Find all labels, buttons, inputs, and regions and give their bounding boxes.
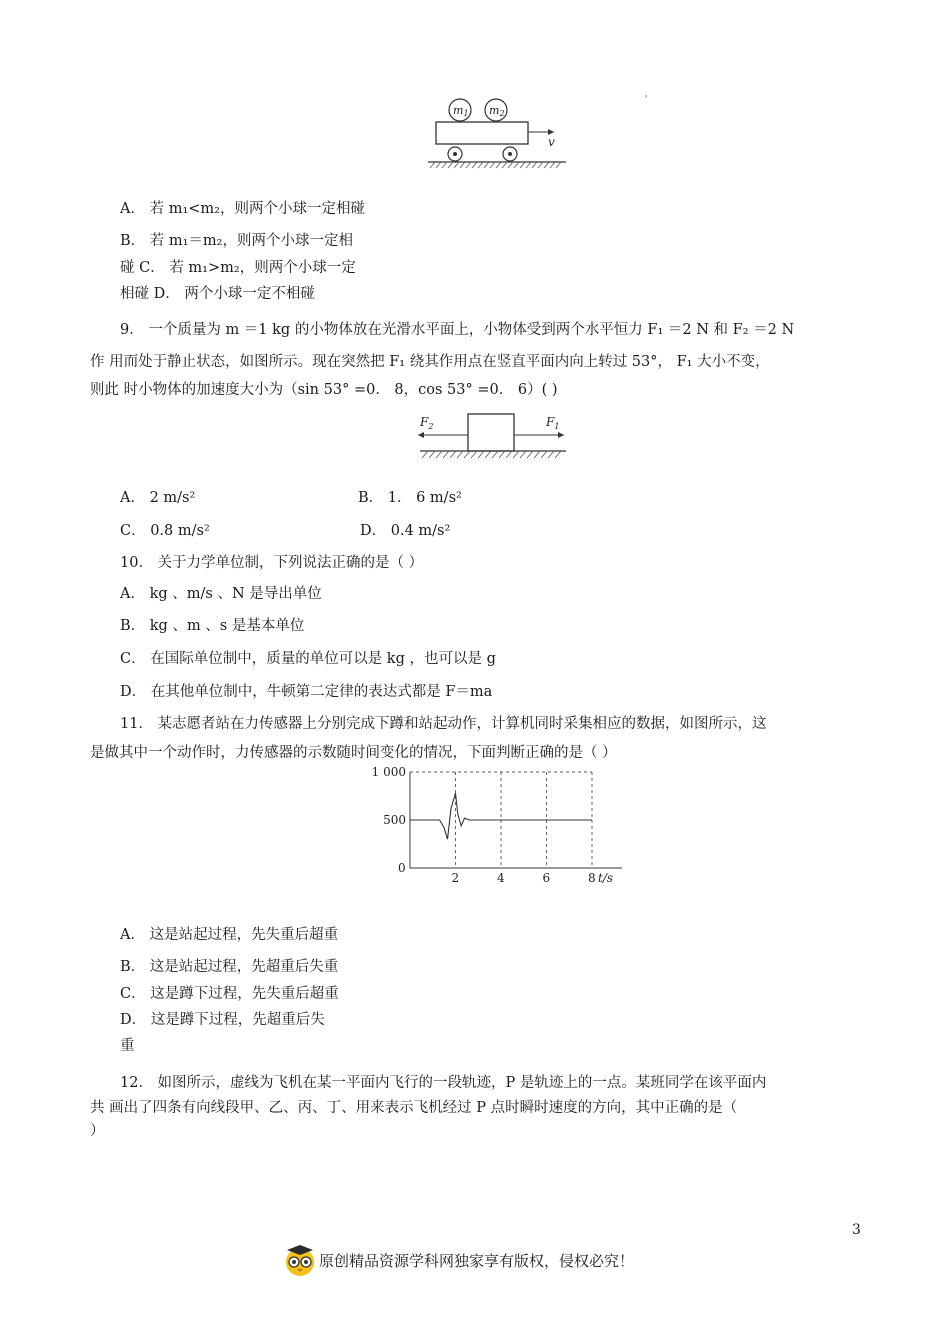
velocity-label: v (548, 135, 555, 149)
q11-option-a: A． 这是站起过程，先失重后超重 (120, 927, 339, 943)
q9-option-b: B． 1． 6 m/s² (358, 490, 462, 506)
stray-mark: ' (645, 94, 648, 103)
cart-body (436, 122, 528, 144)
q10-option-c: C． 在国际单位制中，质量的单位可以是 kg ，也可以是 g (120, 651, 496, 667)
q9-option-d: D． 0.4 m/s² (360, 523, 451, 539)
x-tick-label: 2 (451, 871, 460, 885)
block-figure (414, 408, 574, 466)
f1-label: $F_1$ (546, 415, 560, 431)
q9-stem-line2: 作 用而处于静止状态，如图所示。现在突然把 F₁ 绕其作用点在竖直平面内向上转过 53°， F₁ 大小不变， (90, 354, 770, 370)
x-tick-label: 6 (542, 871, 551, 885)
q10-option-b: B． kg 、m 、s 是基本单位 (120, 618, 305, 634)
x-tick-label: 4 (497, 871, 505, 885)
x-tick-label: 8 (588, 871, 596, 885)
q12-stem-line3: ） (90, 1123, 105, 1139)
ball-m1-label: m1 (453, 104, 469, 118)
q11-option-d-line2: 重 (120, 1038, 135, 1054)
q8-option-b-line2: 碰 C． 若 m₁>m₂，则两个小球一定 (120, 260, 356, 276)
q8-option-b-line3: 相碰 D． 两个小球一定不相碰 (120, 286, 315, 302)
f2-label: $F_2$ (420, 415, 434, 431)
q10-stem: 10． 关于力学单位制，下列说法正确的是（ ） (120, 555, 424, 571)
q9-stem-line1: 9． 一个质量为 m ＝1 kg 的小物体放在光滑水平面上，小物体受到两个水平恒力 F₁ ＝2 N 和 F₂ ＝2 N (120, 322, 795, 338)
cart-figure (420, 95, 570, 175)
q11-stem-line2: 是做其中一个动作时，力传感器的示数随时间变化的情况，下面判断正确的是（ ） (90, 745, 617, 761)
force-time-chart (360, 760, 630, 890)
q9-stem-line3: 则此 时小物体的加速度大小为（sin 53° =0． 8，cos 53° =0． 6）( ) (90, 382, 558, 398)
block (468, 414, 514, 451)
q10-option-d: D． 在其他单位制中，牛顿第二定律的表达式都是 F＝ma (120, 684, 493, 700)
q9-option-c: C． 0.8 m/s² (120, 523, 210, 539)
footer (283, 1243, 634, 1277)
q10-option-a: A． kg 、m/s 、N 是导出单位 (120, 586, 322, 602)
q12-stem-line2: 共 画出了四条有向线段甲、乙、丙、丁、用来表示飞机经过 P 点时瞬时速度的方向，其中正确的是（ (90, 1100, 738, 1116)
q11-option-c: C． 这是蹲下过程，先失重后超重 (120, 986, 339, 1002)
q11-option-b: B． 这是站起过程，先超重后失重 (120, 959, 339, 975)
q8-option-b-line1: B． 若 m₁＝m₂，则两个小球一定相 (120, 233, 353, 249)
y-tick-label: 500 (383, 813, 406, 827)
q11-option-d-line1: D． 这是蹲下过程，先超重后失 (120, 1012, 325, 1028)
y-tick-label: 1 000 (371, 765, 406, 779)
q8-option-a: A． 若 m₁<m₂，则两个小球一定相碰 (120, 201, 365, 217)
page-number: 3 (852, 1222, 861, 1238)
y-tick-label: 0 (398, 861, 406, 875)
q12-stem-line1: 12． 如图所示，虚线为飞机在某一平面内飞行的一段轨迹，P 是轨迹上的一点。某班同学在该平面内 (120, 1075, 767, 1091)
footer-text: 原创精品资源学科网独家享有版权，侵权必究！ (319, 1251, 635, 1270)
x-axis-label: t/s (598, 871, 614, 885)
owl-logo-icon (283, 1243, 317, 1277)
q9-option-a: A． 2 m/s² (120, 490, 196, 506)
ball-m2-label: m2 (489, 104, 505, 118)
q11-stem-line1: 11． 某志愿者站在力传感器上分别完成下蹲和站起动作，计算机同时采集相应的数据，如图所示，这 (120, 716, 767, 732)
